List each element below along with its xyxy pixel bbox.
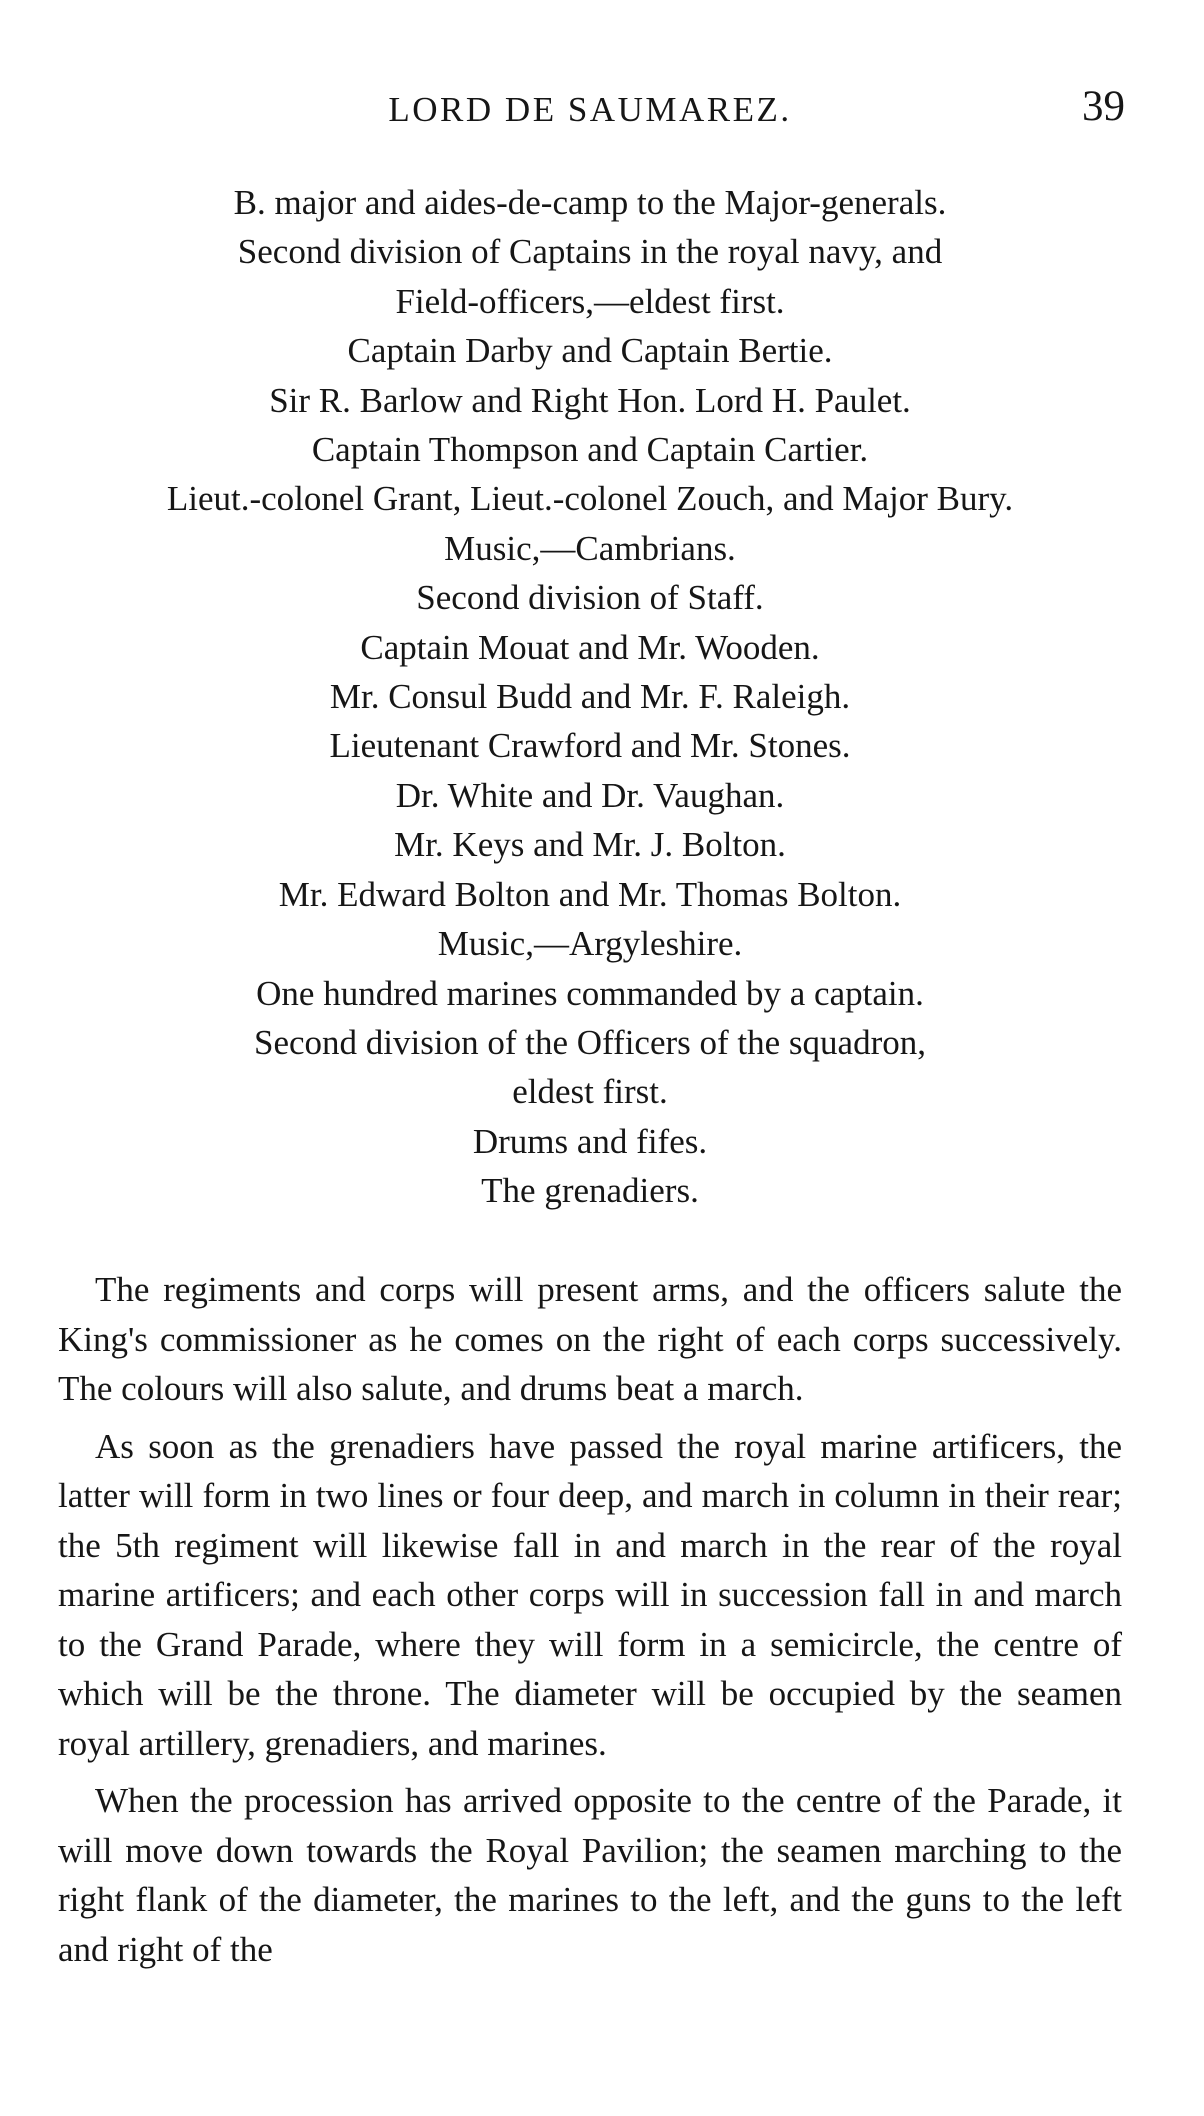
procession-line: Captain Mouat and Mr. Wooden. — [360, 627, 820, 667]
procession-line: Music,—Cambrians. — [444, 528, 736, 568]
running-header — [55, 80, 1125, 140]
page-number: 39 — [1082, 83, 1125, 130]
procession-line: Second division of Captains in the royal navy, and — [237, 232, 943, 272]
procession-line: One hundred marines commanded by a captain. — [256, 973, 924, 1013]
procession-line: Captain Thompson and Captain Cartier. — [311, 430, 869, 470]
procession-line: eldest first. — [512, 1072, 668, 1112]
procession-line: Mr. Keys and Mr. J. Bolton. — [394, 825, 786, 865]
procession-line: Second division of Staff. — [416, 578, 764, 618]
running-title: LORD DE SAUMAREZ. — [388, 90, 792, 129]
procession-line: Lieut.-colonel Grant, Lieut.-colonel Zouch, and Major Bury. — [166, 479, 1014, 519]
paragraph: The regiments and corps will present arms, and the officers salute the King's commissioner as he comes on the right of each corps successively. The colours will also salute, and drums beat a march. — [58, 1270, 1122, 1408]
procession-line: Dr. White and Dr. Vaughan. — [395, 775, 785, 815]
body-text — [58, 1265, 1122, 1982]
procession-line: The grenadiers. — [481, 1171, 699, 1211]
paragraph: When the procession has arrived opposite to the centre of the Parade, it will move down towards the Royal Pavilion; the seamen marching to the right flank of the diameter, the marines to the left, and the guns to the left and right of the — [58, 1781, 1122, 1969]
procession-line: Field-officers,—eldest first. — [395, 281, 785, 321]
procession-line: Drums and fifes. — [472, 1121, 708, 1161]
procession-line: B. major and aides-de-camp to the Major-generals. — [233, 183, 947, 222]
procession-line: Second division of the Officers of the squadron, — [254, 1022, 926, 1062]
procession-line: Music,—Argyleshire. — [437, 924, 743, 964]
procession-line: Mr. Consul Budd and Mr. F. Raleigh. — [329, 677, 851, 717]
procession-line: Mr. Edward Bolton and Mr. Thomas Bolton. — [278, 874, 902, 914]
procession-line: Lieutenant Crawford and Mr. Stones. — [329, 726, 851, 766]
procession-line: Sir R. Barlow and Right Hon. Lord H. Paulet. — [269, 380, 911, 420]
procession-line: Captain Darby and Captain Bertie. — [347, 331, 833, 371]
procession-order-list — [55, 178, 1125, 1216]
paragraph: As soon as the grenadiers have passed the royal marine artificers, the latter will form in two lines or four deep, and march in column in their rear; the 5th regiment will likewise fall in and march in the rear of the royal marine artificers; and each other corps will in succession fall in and march to the Grand Parade, where they will form in a semicircle, the centre of which will be the throne. The diameter will be occupied by the seamen royal artillery, grenadiers, and marines. — [58, 1426, 1122, 1763]
